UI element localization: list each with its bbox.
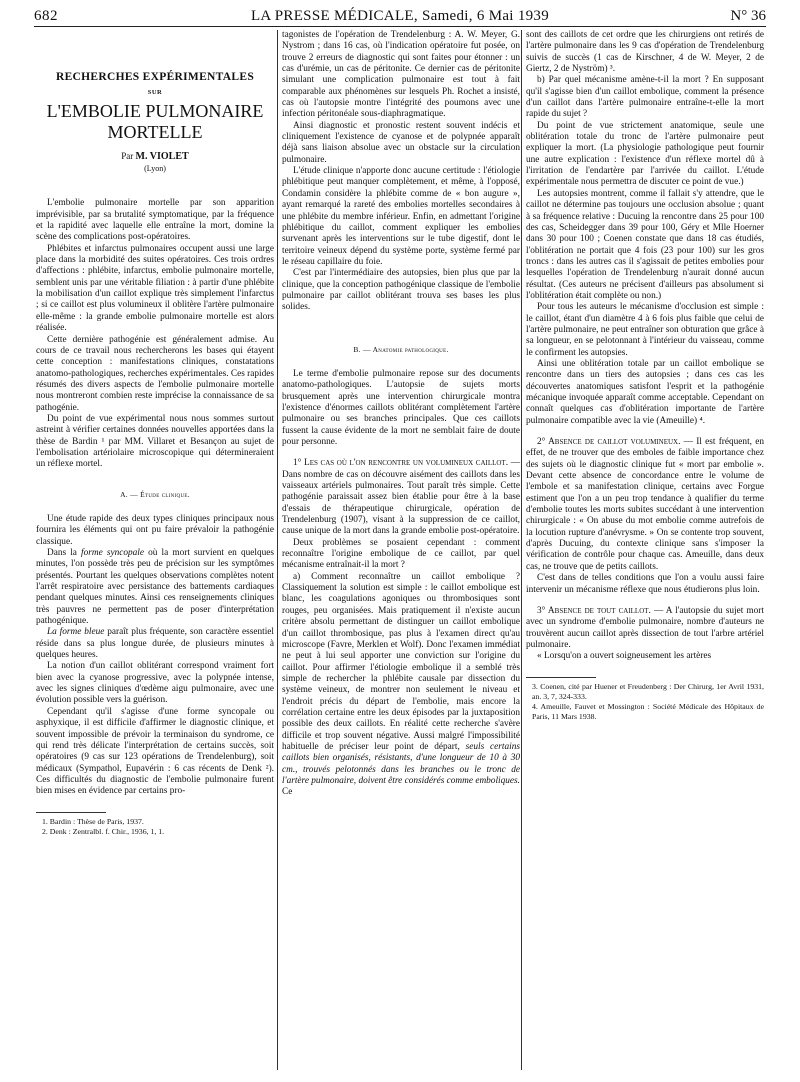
footnote: 1. Bardin : Thèse de Paris, 1937. — [42, 816, 144, 826]
paragraph — [526, 606, 764, 651]
article-kicker: RECHERCHES EXPÉRIMENTALES — [55, 71, 255, 83]
paragraph: Cependant qu'il s'agisse d'une forme syncopale ou asphyxique, il est difficile d'affirmer le diagnostic clinique, et souvent impossible de prévoir la terminaison du syndrome, ce qui rend très délicate l'interprétation de certains succès, soit opératoires (9 cas sur 123 opérations de Trendelenburg), soit médicaux (Sympathol, Eupavérin : 6 cas récents de Denk ²). Ces difficultés du diagnostic de l'embolie pulmonaire furent bien mises en évidence par certains pro- — [36, 706, 274, 797]
section-heading: A. — Étude clinique. — [120, 489, 190, 499]
text-run: a) Comment reconnaître un caillot embolique ? Classiquement la solution est simple : le caillot embolique est blanc, les coagulations agoniques ou thrombosiques sont rouges, peu organisées. Mais pratiquement il n'existe aucun critère absolu permettant de distinguer un caillot embolique d'un caillot thrombosique, pas plus à l'examen direct qu'au microscope (Favre, Merklen et Wolf). Donc l'examen immédiat ne peut à lui seul apporter une conviction sur l'origine du caillot. Pour affirmer l'étiologie embolique il a semblé très simple de rechercher la phlébite causale par dissection du système veineux, de montrer non seulement le niveau et l'endroit précis du départ de l'embolie, mais encore la corrélation certaine entre les deux épisodes par la juxtaposition possible des deux caillots. En réalité cette recherche s'avère difficile et trop souvent négative. Aussi malgré l'impossibilité habituelle de préciser leur point de départ, — [282, 571, 520, 752]
author-prefix: Par — [121, 150, 134, 161]
paragraph: Pour tous les auteurs le mécanisme d'occlusion est simple : le caillot, étant d'un diamètre 4 à 6 fois plus faible que celui de l'artère pulmonaire, ne peut entraîner son obturation que grâce à sa longueur, en se pelotonnant à l'intérieur du vaisseau, comme le confirment les autopsies. — [526, 302, 764, 358]
section-heading: B. — Anatomie pathologique. — [353, 344, 449, 354]
footnote-rule — [526, 677, 596, 678]
text-run: paraît plus fréquente, son caractère essentiel réside dans sa plus longue durée, de plusieurs minutes à quelques heures. — [36, 627, 274, 661]
paragraph: Du point de vue expérimental nous nous sommes surtout astreint à vérifier certaines données nouvelles apportées dans la thèse de Bardin ¹ par MM. Villaret et Besançon au sujet de l'embolisation artériolaire microscopique qui détermineraient un réflexe mortel. — [36, 413, 274, 470]
subheading: 1° Les cas où l'on rencontre un volumineux caillot. — [293, 458, 509, 469]
paragraph: La notion d'un caillot oblitérant correspond vraiment fort bien avec la cyanose progressive, avec la polypnée intense, avec les signes cliniques d'œdème aigu pulmonaire, avec une évolution possible vers la guérison. — [36, 661, 274, 706]
subheading: 3° Absence de tout caillot. — [537, 605, 651, 616]
paragraph: Cette dernière pathogénie est généralement admise. Au cours de ce travail nous rechercherons les bases qui étayent cette conception : manifestations cliniques, constatations anatomo-pathologiques, recherches expérimentales. Ces rapides résumés des divers aspects de l'embolie pulmonaire mortelle nous montreront combien reste imprécise la connaissance de sa pathogénie. — [36, 334, 275, 413]
article-sur: SUR — [147, 89, 163, 97]
paragraph: Ainsi diagnostic et pronostic restent souvent indécis et cliniquement l'existence de cyanose et de polypnée apparaît déjà sans liaison absolue avec un obstacle sur la circulation pulmonaire. — [282, 120, 520, 165]
paragraph: L'embolie pulmonaire mortelle par son apparition imprévisible, par sa brutalité symptomatique, par la fréquence et la rapidité avec laquelle elle entraîne la mort, domine la scène des complications post-opératoires. — [36, 198, 274, 243]
paragraph: C'est dans de telles conditions que l'on a voulu aussi faire intervenir un mécanisme réflexe que nous étudierons plus loin. — [526, 573, 764, 595]
text-run: où la mort survient en quelques minutes, l'on possède très peu de précision sur les symptômes présentés. Pourtant les quelques observations complètes notent l'arrêt respiratoire avec persistance des battements cardiaques pendant quelques minutes. Ainsi ces renseignements cliniques très pauvres ne permettent pas de poser d'interprétation pathogénique. — [36, 548, 274, 627]
text-run: Ce — [282, 787, 293, 798]
footnote: 3. Coenen, cité par Huener et Freudenberg : Der Chirurg, 1er Avril 1931, an. 3, 7, 324-333. — [532, 681, 764, 701]
emphasis: forme syncopale — [81, 548, 145, 558]
paragraph — [36, 548, 274, 627]
paragraph: sont des caillots de cet ordre que les chirurgiens ont retirés de l'artère pulmonaire dans les 9 cas d'opération de Trendelenburg suivis de succès (1 cas de Kirschner, 4 de W. Meyer, 2 de Giertz, 2 de Nyström) ³. — [526, 30, 764, 75]
text-run: — Dans nombre de cas on découvre aisément des caillots dans les vaisseaux artériels pulmonaires. Tout paraît très simple. Cette pathogénie paraissait assez bien établie pour être à la base d'essais de thérapeutique chirurgicale, opération de Trendelenburg (1907), visant à la suppression de ce caillot, cause unique de la mort dans la grande embolie post-opératoire. — [282, 458, 520, 537]
title-line-2: MORTELLE — [107, 121, 203, 142]
paragraph — [282, 572, 520, 799]
footnote: 2. Denk : Zentralbl. f. Chir., 1936, 1, 1. — [42, 826, 165, 836]
footnote: 4. Ameuille, Fauvet et Mossington : Société Médicale des Hôpitaux de Paris, 11 Mars 1938. — [532, 701, 764, 721]
paragraph: « Lorsqu'on a ouvert soigneusement les artères — [537, 651, 712, 662]
title-line-1: L'EMBOLIE PULMONAIRE — [46, 100, 264, 121]
column-2 — [282, 30, 520, 799]
paragraph: tagonistes de l'opération de Trendelenburg : A. W. Meyer, G. Nystrom ; dans 16 cas, où l'indication opératoire fut posée, on trouve 2 erreurs de diagnostic qui sont faites pour étonner : un cas d'urémie, un cas de péritonite. Ce dernier cas de péritonite simulant une complication pulmonaire est tout à fait comparable aux phénomènes sur lesquels Ph. Rochet a insisté, cas où l'autopsie montre l'intégrité des poumons avec une infection péritonéale sous-diaphragmatique. — [282, 30, 520, 120]
article-author — [36, 151, 274, 162]
paragraph — [526, 437, 764, 573]
paragraph: Ainsi une oblitération totale par un caillot embolique se rencontre dans un tiers des autopsies ; dans ces cas les découvertes anatomiques satisfont l'esprit et la pathogénie mécanique invoquée apparaît comme acceptable. Cependant on connaît quelques cas d'oblitération importante de l'artère pulmonaire compatible avec la vie (Ameuille) ⁴. — [526, 358, 764, 426]
paragraph: Deux problèmes se posaient cependant : comment reconnaître l'origine embolique de ce caillot, par quel mécanisme entraînait-il la mort ? — [282, 537, 520, 571]
paragraph: L'étude clinique n'apporte donc aucune certitude : l'étiologie phlébitique peut manquer complètement, et même, à l'opposé, Condamin considère la phlébite comme de « bon augure », ayant remarqué la rareté des embolies mortelles secondaires à une phlébite du membre inférieur. Enfin, en admettant l'origine phlébitique du caillot, comment expliquer les embolies survenant après les interventions sur le tube digestif, dont le territoire veineux dépend du système porte, système fermé par le réseau capillaire du foie. — [282, 166, 520, 267]
text-run: Dans la — [47, 548, 82, 558]
author-city: (Lyon) — [144, 164, 166, 174]
running-header — [34, 6, 766, 28]
column-divider — [521, 30, 522, 1070]
paragraph: Le terme d'embolie pulmonaire repose sur des documents anatomo-pathologiques. L'autopsie de sujets morts brusquement après une intervention chirurgicale montra l'existence d'énormes caillots oblitérant complètement l'artère pulmonaire ou ses branches principales. Que ces caillots fussent la cause évidente de la mort ne semblait faire de doute pour personne. — [282, 368, 520, 447]
article-title — [36, 101, 274, 143]
author-name: M. VIOLET — [135, 150, 189, 162]
journal-title: LA PRESSE MÉDICALE, Samedi, 6 Mai 1939 — [250, 8, 550, 24]
paragraph — [282, 458, 520, 537]
paragraph — [36, 627, 274, 661]
paragraph: Les autopsies montrent, comme il fallait s'y attendre, que le caillot ne détermine pas toujours une occlusion absolue ; quant à sa fréquence relative : Ducuing la rencontre dans 25 pour 100 des cas, Scheidegger dans 39 pour 100, Géry et Mlle Hoerner dans 30 pour 100 ; Coenen constate que dans 18 cas étudiés, l'oblitération ne portait que 4 fois (23 pour 100) sur les gros troncs : dans les autres cas il s'agissait de petites embolies pour lesquelles l'opération de Trendelenburg n'aurait donné aucun résultat. (Ces auteurs ne précisent d'ailleurs pas absolument si l'oblitération était complète ou non.) — [526, 188, 764, 301]
issue-number: N° 36 — [730, 8, 766, 24]
paragraph: b) Par quel mécanisme amène-t-il la mort ? En supposant qu'il s'agisse bien d'un caillot embolique, comment la présence d'un caillot dans l'artère pulmonaire entraîne-t-elle la mort rapide du sujet ? — [526, 75, 764, 120]
header-rule — [34, 26, 766, 27]
text-run: — A l'autopsie du sujet mort avec un syndrome d'embolie pulmonaire, nombre d'auteurs ne trouvèrent aucun caillot après dissection de tout l'arbre artériel pulmonaire. — [526, 605, 764, 650]
column-divider — [277, 30, 278, 1070]
column-1 — [36, 30, 274, 837]
paragraph: C'est par l'intermédiaire des autopsies, bien plus que par la clinique, que la conception pathogénique classique de l'embolie pulmonaire par caillot oblitérant trouva ses bases les plus solides. — [282, 268, 520, 313]
emphasis: La forme bleue — [47, 627, 105, 638]
subheading: 2° Absence de caillot volumineux. — [537, 437, 681, 448]
footnote-rule — [36, 812, 106, 813]
paragraph: Phlébites et infarctus pulmonaires occupent aussi une large place dans la morbidité des suites opératoires. Ces trois ordres d'affections : phlébite, infarctus, embolie pulmonaire mortelle, semblent unis par une véritable filiation : à partir d'une phlébite la mobilisation d'un caillot explique très simplement l'infarctus ; si ce caillot est plus volumineux il oblitère l'artère pulmonaire elle-même : la grande embolie pulmonaire mortelle est alors réalisée. — [36, 243, 274, 334]
emphasis: seuls certains caillots bien organisés, résistants, d'une longueur de 10 à 30 cm., trouvés pelotonnés dans les branches ou le tronc de l'artère pulmonaire, doivent être considérés comme emboliques. — [282, 741, 521, 786]
column-3 — [526, 30, 764, 722]
text-run: — Il est fréquent, en effet, de ne trouver que des emboles de faible importance chez des sujets où le diagnostic clinique fut « mort par embolie ». Devant cette absence de concordance entre le volume de l'embole et sa manifestation clinique, certains avec Forgue estiment que l'on a un peu trop tendance à qualifier du terme d'embolie toutes les morts subites succédant à une intervention chirurgicale : « On abuse du mot embolie comme autrefois de la locution rupture d'anévrysme. » On se contente trop souvent, d'après Ducuing, du contexte clinique sans s'imposer la vérification de contrôle pour chaque cas. Ameuille, dans deux cas, ne trouve que de petits caillots. — [526, 437, 765, 572]
paragraph: Une étude rapide des deux types cliniques principaux nous fournira les éléments qui ont pu faire prévaloir la pathogénie classique. — [36, 513, 274, 547]
page-number: 682 — [34, 8, 58, 24]
paragraph: Du point de vue strictement anatomique, seule une oblitération totale du tronc de l'artère pulmonaire peut expliquer la mort. (La physiologie pathologique peut fournir une autre explication : l'existence d'un réflexe mortel dû à l'irritation de l'endartère par l'arrivée du caillot. L'étude expérimentale nous permettra de discuter ce point de vue.) — [526, 120, 764, 188]
